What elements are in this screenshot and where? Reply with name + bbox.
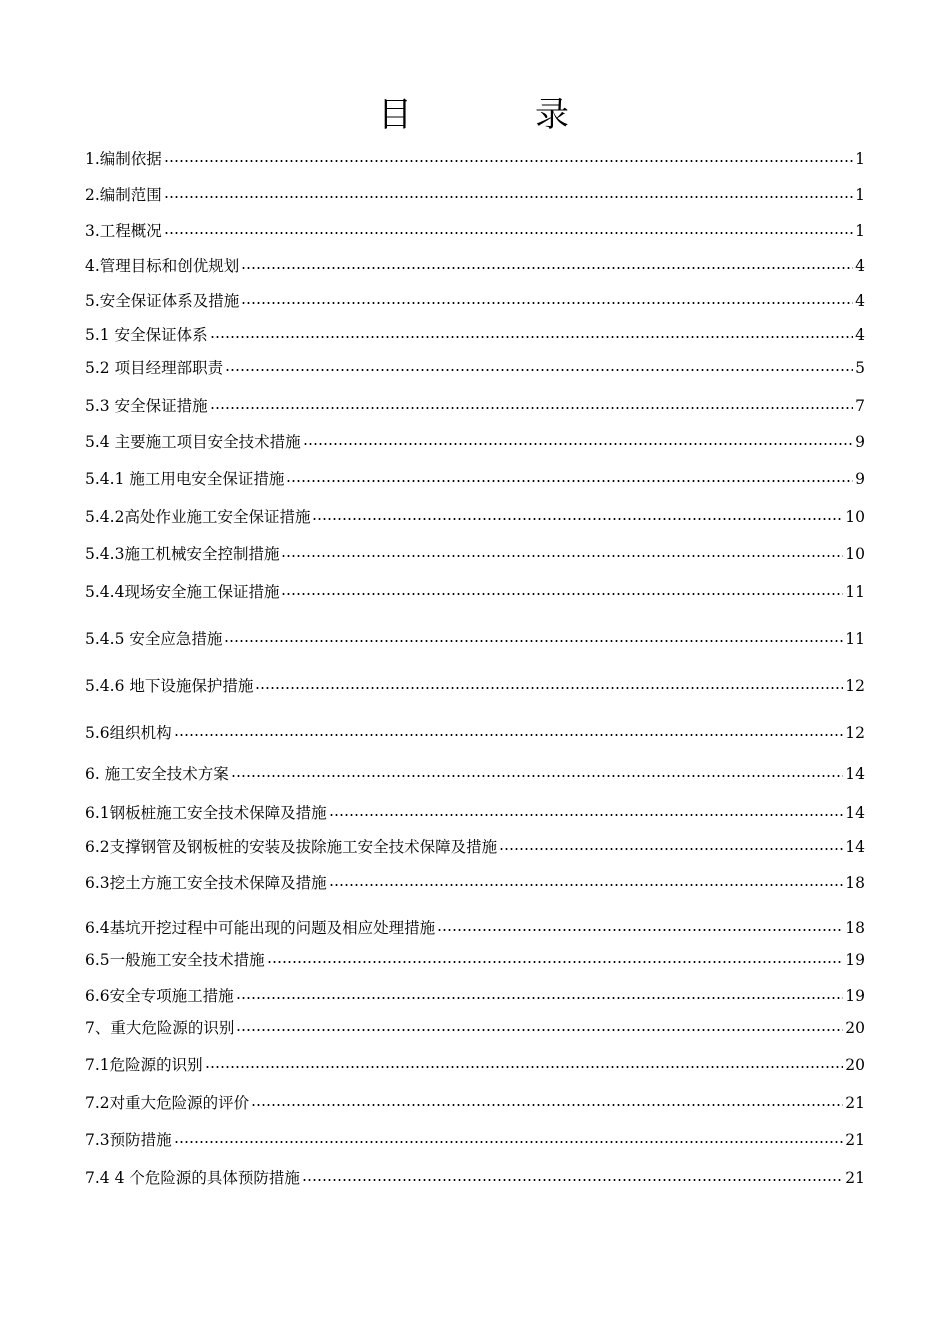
toc-entry[interactable] — [85, 947, 865, 973]
toc-entry-label: 6.1钢板桩施工安全技术保障及措施 — [85, 804, 327, 822]
toc-entry-label: 6.4基坑开挖过程中可能出现的问题及相应处理措施 — [85, 919, 436, 937]
toc-entry-page: 9 — [855, 433, 865, 451]
toc-entry[interactable] — [85, 1052, 865, 1078]
toc-entry-page: 4 — [855, 257, 865, 275]
dot-leader — [225, 369, 853, 371]
toc-entry[interactable] — [85, 800, 865, 826]
toc-entry-page: 20 — [845, 1019, 865, 1037]
toc-entry-label: 5.3 安全保证措施 — [85, 397, 208, 415]
toc-entry-page: 1 — [855, 222, 865, 240]
toc-entry-page: 10 — [845, 545, 865, 563]
toc-entry[interactable] — [85, 504, 865, 530]
toc-entry-label: 4.管理目标和创优规划 — [85, 257, 240, 275]
dot-leader — [281, 555, 843, 557]
toc-entry-label: 5.4.5 安全应急措施 — [85, 630, 223, 648]
toc-entry[interactable] — [85, 673, 865, 699]
toc-entry-label: 5.4.3施工机械安全控制措施 — [85, 545, 280, 563]
toc-entry-label: 6.3挖土方施工安全技术保障及措施 — [85, 874, 327, 892]
dot-leader — [164, 232, 853, 234]
toc-entry[interactable] — [85, 288, 865, 314]
dot-leader — [224, 640, 843, 642]
toc-entry-page: 19 — [845, 987, 865, 1005]
toc-entry-label: 5.6组织机构 — [85, 724, 172, 742]
dot-leader — [312, 518, 843, 520]
dot-leader — [236, 1029, 843, 1031]
toc-entry-label: 5.4.4现场安全施工保证措施 — [85, 583, 280, 601]
toc-entry-label: 6.5一般施工安全技术措施 — [85, 951, 265, 969]
toc-entry-page: 14 — [845, 804, 865, 822]
toc-entry-label: 6. 施工安全技术方案 — [85, 765, 229, 783]
toc-entry-page: 19 — [845, 951, 865, 969]
dot-leader — [437, 929, 843, 931]
toc-entry-page: 1 — [855, 150, 865, 168]
dot-leader — [255, 687, 843, 689]
toc-entry-page: 14 — [845, 838, 865, 856]
toc-entry[interactable] — [85, 393, 865, 419]
toc-entry-page: 11 — [845, 583, 865, 601]
toc-entry-label: 5.安全保证体系及措施 — [85, 292, 240, 310]
toc-entry-label: 5.1 安全保证体系 — [85, 326, 208, 344]
toc-entry[interactable] — [85, 1127, 865, 1153]
toc-entry[interactable] — [85, 915, 865, 941]
dot-leader — [251, 1104, 843, 1106]
toc-entry-label: 6.2支撑钢管及钢板桩的安装及拔除施工安全技术保障及措施 — [85, 838, 498, 856]
dot-leader — [329, 884, 844, 886]
dot-leader — [329, 814, 844, 816]
dot-leader — [205, 1066, 844, 1068]
toc-entry[interactable] — [85, 761, 865, 787]
toc-entry[interactable] — [85, 146, 865, 172]
toc-entry-page: 20 — [845, 1056, 865, 1074]
dot-leader — [231, 775, 844, 777]
dot-leader — [174, 734, 844, 736]
dot-leader — [281, 593, 843, 595]
toc-entry-page: 4 — [855, 292, 865, 310]
toc-entry-page: 12 — [845, 677, 865, 695]
dot-leader — [241, 267, 853, 269]
toc-entry-label: 5.4.2高处作业施工安全保证措施 — [85, 508, 311, 526]
dot-leader — [210, 336, 853, 338]
toc-entry-label: 2.编制范围 — [85, 186, 162, 204]
toc-entry-label: 5.4.6 地下设施保护措施 — [85, 677, 254, 695]
toc-entry-page: 7 — [855, 397, 865, 415]
dot-leader — [267, 961, 844, 963]
toc-entry[interactable] — [85, 834, 865, 860]
toc-entry[interactable] — [85, 466, 865, 492]
dot-leader — [164, 196, 853, 198]
toc-entry-page: 18 — [845, 919, 865, 937]
toc-entry-page: 14 — [845, 765, 865, 783]
toc-entry-label: 7.4 4 个危险源的具体预防措施 — [85, 1169, 300, 1187]
dot-leader — [164, 160, 853, 162]
toc-entry[interactable] — [85, 429, 865, 455]
toc-entry-page: 4 — [855, 326, 865, 344]
toc-entry-page: 1 — [855, 186, 865, 204]
toc-entry-label: 7.3预防措施 — [85, 1131, 172, 1149]
toc-entry-page: 11 — [845, 630, 865, 648]
dot-leader — [241, 302, 853, 304]
toc-entry[interactable] — [85, 870, 865, 896]
toc-entry-page: 21 — [845, 1094, 865, 1112]
toc-entry[interactable] — [85, 182, 865, 208]
toc-entry-label: 1.编制依据 — [85, 150, 162, 168]
toc-entry-label: 7、重大危险源的识别 — [85, 1019, 235, 1037]
toc-entry-page: 9 — [855, 470, 865, 488]
toc-title-char-1: 目 — [378, 95, 412, 135]
toc-entry-label: 5.4.1 施工用电安全保证措施 — [85, 470, 285, 488]
toc-entry-page: 18 — [845, 874, 865, 892]
toc-title-char-2: 录 — [535, 95, 569, 135]
dot-leader — [499, 848, 843, 850]
toc-entry-page: 10 — [845, 508, 865, 526]
dot-leader — [303, 443, 853, 445]
toc-entry-page: 21 — [845, 1169, 865, 1187]
toc-entry[interactable] — [85, 322, 865, 348]
toc-entry-page: 5 — [855, 359, 865, 377]
toc-entry[interactable] — [85, 983, 865, 1009]
dot-leader — [286, 480, 853, 482]
toc-entry[interactable] — [85, 355, 865, 381]
toc-entry[interactable] — [85, 579, 865, 605]
toc-entry-label: 7.1危险源的识别 — [85, 1056, 203, 1074]
toc-entry[interactable] — [85, 1015, 865, 1041]
toc-entry-label: 5.4 主要施工项目安全技术措施 — [85, 433, 301, 451]
toc-entry-label: 6.6安全专项施工措施 — [85, 987, 234, 1005]
toc-entry[interactable] — [85, 1090, 865, 1116]
toc-entry[interactable] — [85, 720, 865, 746]
dot-leader — [236, 997, 844, 999]
toc-entry-page: 12 — [845, 724, 865, 742]
toc-entry-page: 21 — [845, 1131, 865, 1149]
dot-leader — [174, 1141, 844, 1143]
toc-entry[interactable] — [85, 1165, 865, 1191]
toc-entry[interactable] — [85, 218, 865, 244]
toc-entry-label: 7.2对重大危险源的评价 — [85, 1094, 250, 1112]
toc-entry[interactable] — [85, 541, 865, 567]
toc-entry[interactable] — [85, 253, 865, 279]
dot-leader — [302, 1179, 843, 1181]
toc-entry-label: 3.工程概况 — [85, 222, 162, 240]
toc-entry[interactable] — [85, 626, 865, 652]
dot-leader — [210, 407, 853, 409]
toc-entry-label: 5.2 项目经理部职责 — [85, 359, 224, 377]
